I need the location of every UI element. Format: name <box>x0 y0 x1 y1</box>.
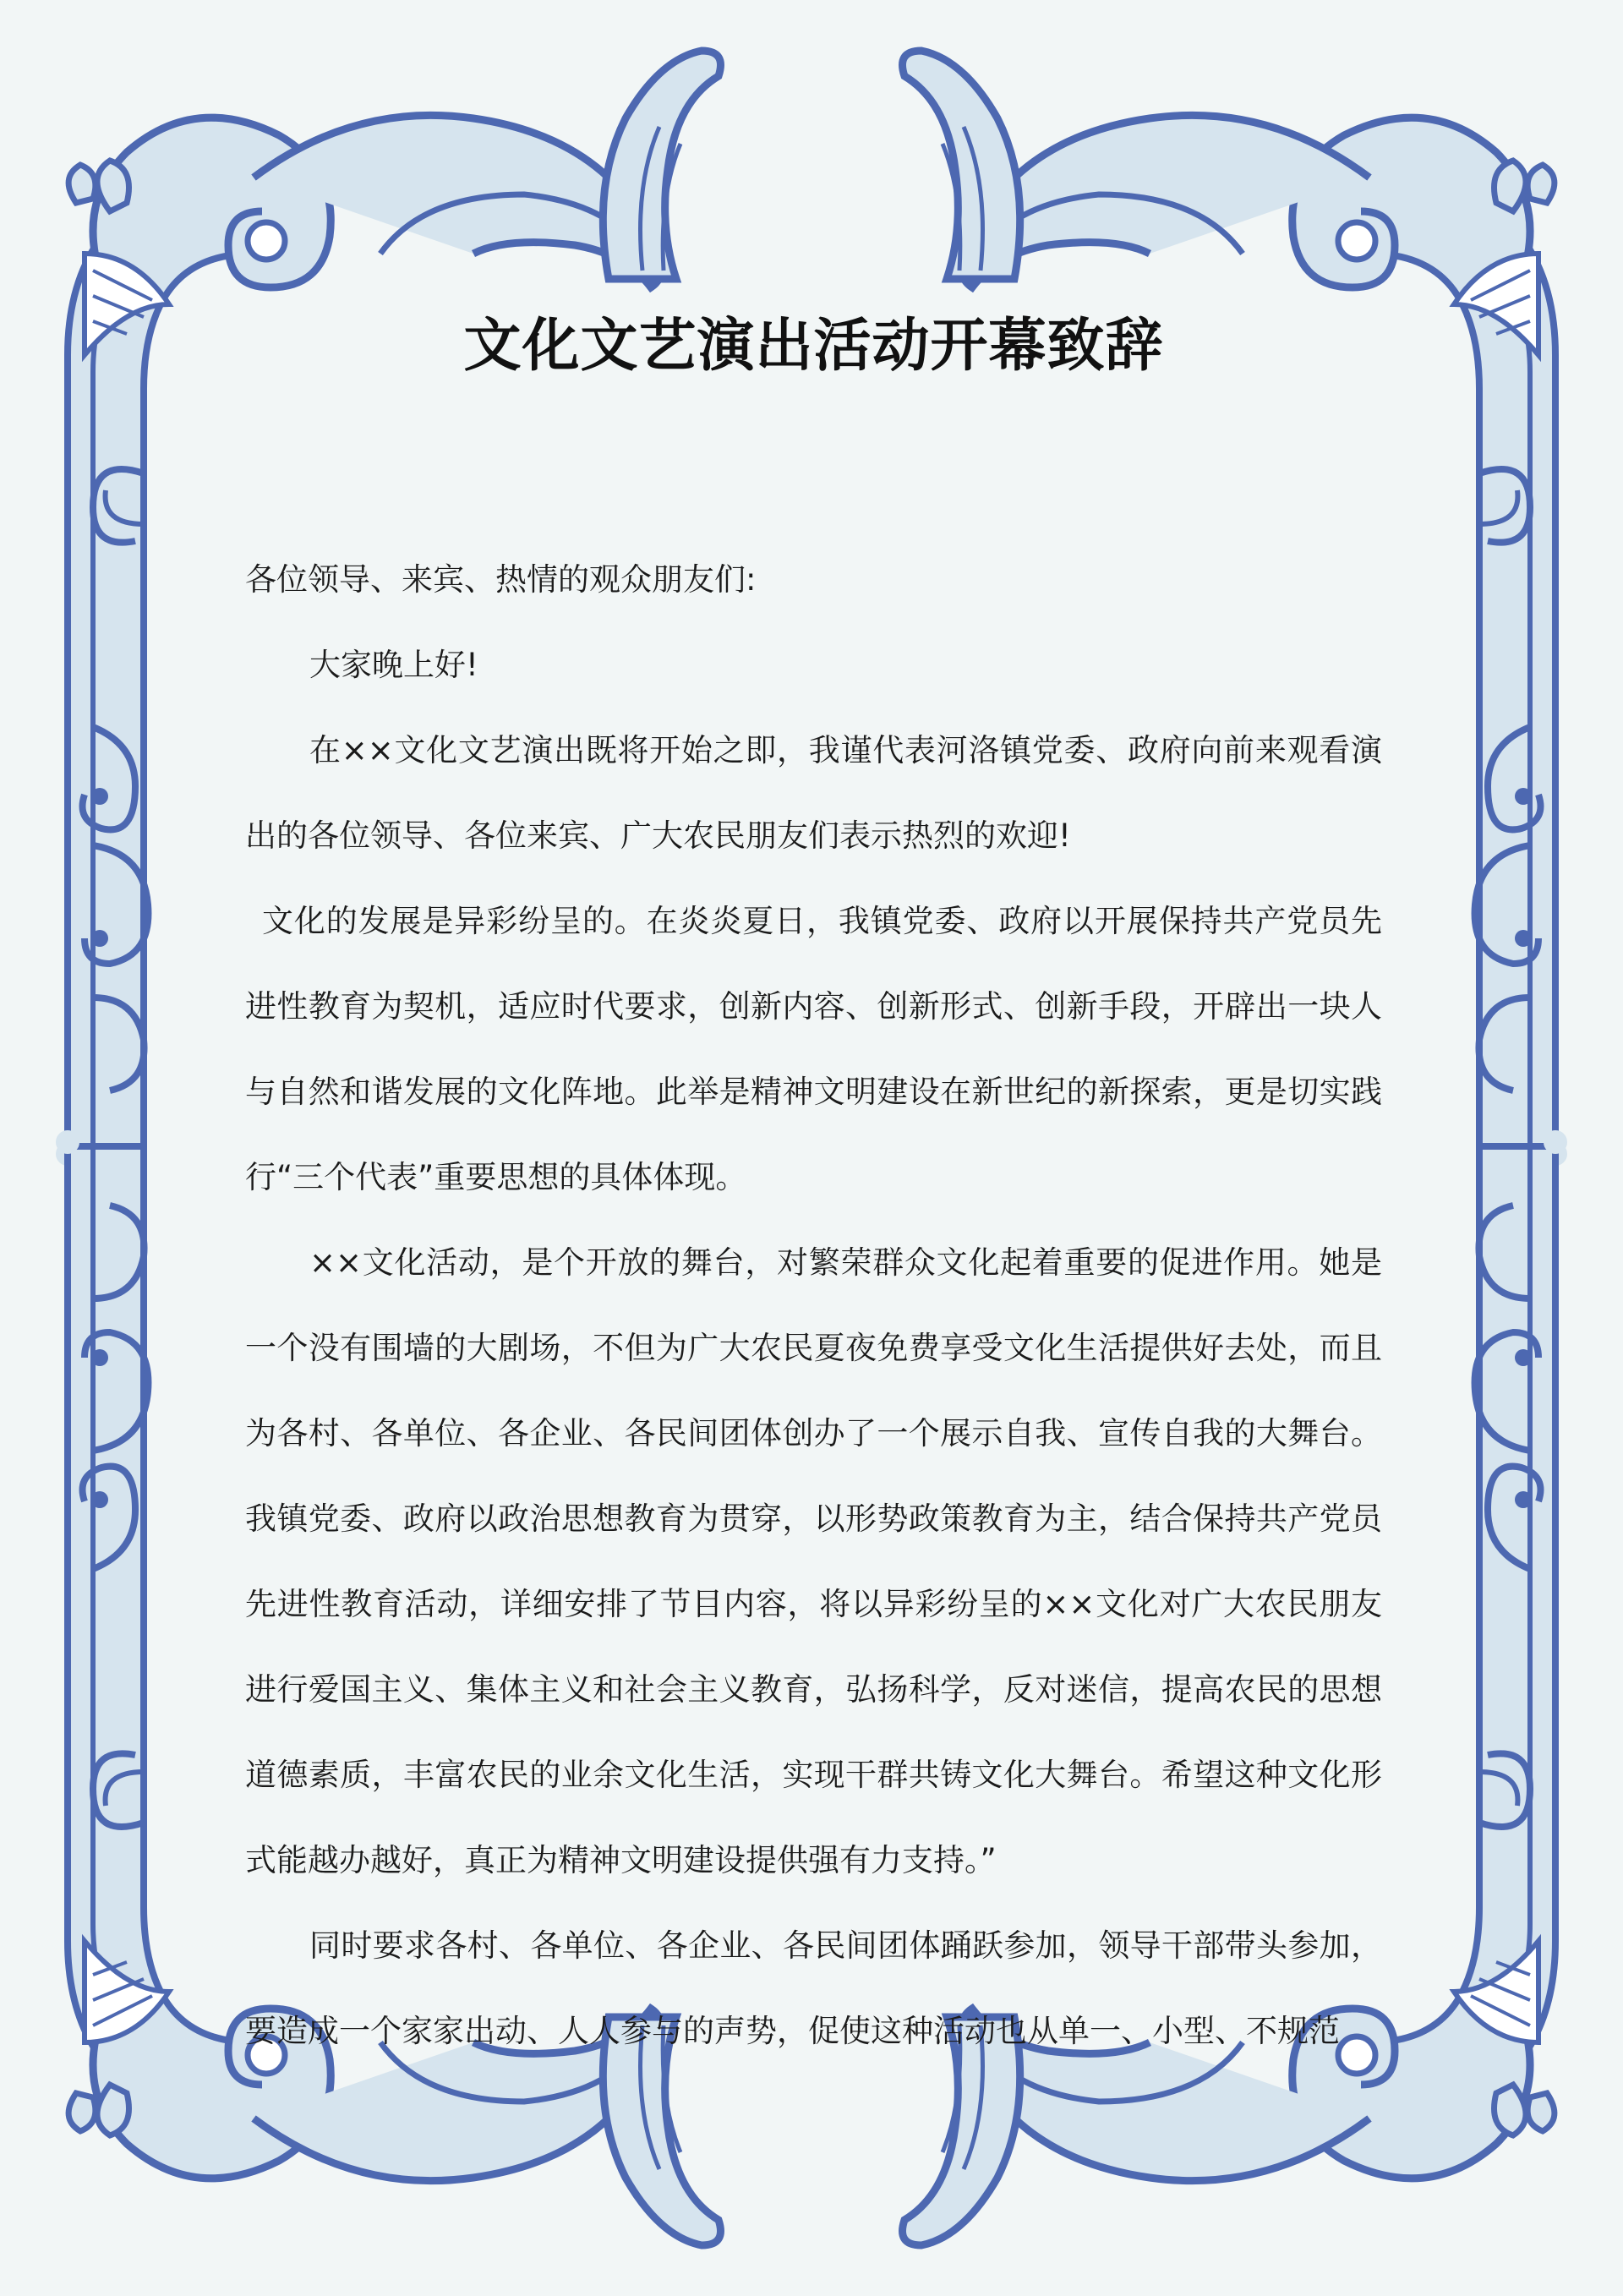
paragraph-welcome: 在××文化文艺演出既将开始之即，我谨代表河洛镇党委、政府向前来观看演出的各位领导、各位来宾、广大农民朋友们表示热烈的欢迎! <box>245 732 1382 854</box>
greeting: 大家晚上好! <box>309 647 478 683</box>
paragraph-participation: 同时要求各村、各单位、各企业、各民间团体踊跃参加，领导干部带头参加，要造成一个家家出动、人人参与的声势，促使这种活动也从单一、小型、不规范 <box>245 1927 1382 2049</box>
document-title: 文化文艺演出活动开幕致辞 <box>463 313 1164 380</box>
paragraph-cultural-activity: ××文化活动，是个开放的舞台，对繁荣群众文化起着重要的促进作用。她是一个没有围墙的大剧场，不但为广大农民夏夜免费享受文化生活提供好去处，而且为各村、各单位、各企业、各民间团体创办了一个展示自我、宣传自我的大舞台。我镇党委、政府以政治思想教育为贯穿，以形势政策教育为主，结合保持共产党员先进性教育活动，详细安排了节目内容，将以异彩纷呈的××文化对广大农民朋友进行爱国主义、集体主义和社会主义教育，弘扬科学，反对迷信，提高农民的思想道德素质，丰富农民的业余文化生活，实现干群共铸文化大舞台。希望这种文化形式能越办越好，真正为精神文明建设提供强有力支持。” <box>245 1244 1382 1878</box>
paragraph-culture-development: 文化的发展是异彩纷呈的。在炎炎夏日，我镇党委、政府以开展保持共产党员先进性教育为契机，适应时代要求，创新内容、创新形式、创新手段，开辟出一块人与自然和谐发展的文化阵地。此举是精神文明建设在新世纪的新探索，更是切实践行“三个代表”重要思想的具体体现。 <box>245 903 1382 1195</box>
document-body <box>245 537 1382 2074</box>
document <box>245 0 1382 2296</box>
salutation: 各位领导、来宾、热情的观众朋友们: <box>245 561 757 598</box>
